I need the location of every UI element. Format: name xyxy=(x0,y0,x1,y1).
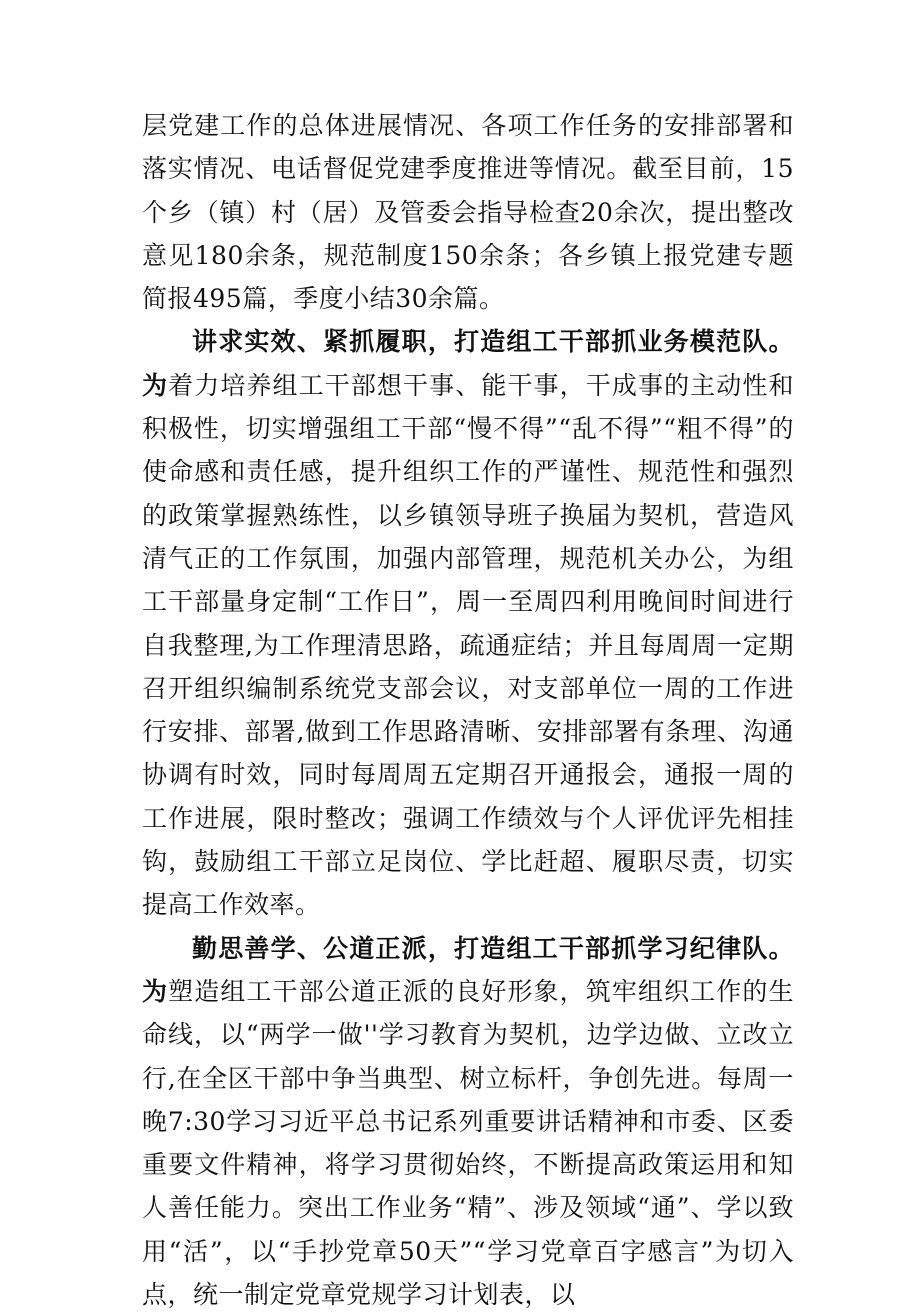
paragraph-study-team xyxy=(142,927,794,1316)
paragraph-business-team xyxy=(142,320,794,926)
paragraph-heading: 勤思善学、公道正派，打造组工干部抓学习纪律队。为 xyxy=(142,933,794,1006)
paragraph-continuation xyxy=(142,104,794,320)
paragraph-text: 着力培养组工干部想干事、能干事，干成事的主动性和积极性，切实增强组工干部“慢不得”“乱不得”“粗不得”的使命感和责任感，提升组织工作的严谨性、规范性和强烈的政策掌握熟练性，以乡镇领导班子换届为契机，营造风清气正的工作氛围，加强内部管理，规范机关办公，为组工干部量身定制“工作日”，周一至周四利用晚间时间进行自我整理,为工作理清思路，疏通症结；并且每周周一定期召开组织编制系统党支部会议，对支部单位一周的工作进行安排、部署,做到工作思路清晰、安排部署有条理、沟通协调有时效，同时每周周五定期召开通报会，通报一周的工作进展，限时整改；强调工作绩效与个人评优评先相挂钩，鼓励组工干部立足岗位、学比赶超、履职尽责，切实提高工作效率。 xyxy=(142,370,794,920)
document-page xyxy=(142,104,794,1316)
paragraph-text: 层党建工作的总体进展情况、各项工作任务的安排部署和落实情况、电话督促党建季度推进等情况。截至目前，15个乡（镇）村（居）及管委会指导检查20余次，提出整改意见180余条，规范制度150余条；各乡镇上报党建专题简报495篇，季度小结30余篇。 xyxy=(142,111,794,314)
paragraph-text: 塑造组工干部公道正派的良好形象，筑牢组织工作的生命线，以“两学一做''学习教育为契机，边学边做、立改立行,在全区干部中争当典型、树立标杆，争创先进。每周一晚7:30学习习近平总书记系列重要讲话精神和市委、区委重要文件精神，将学习贯彻始终，不断提高政策运用和知人善任能力。突出工作业务“精”、涉及领域“通”、学以致用“活”，以“手抄党章50天”“学习党章百字感言”为切入点，统一制定党章党规学习计划表，以 xyxy=(142,976,794,1310)
paragraph-heading: 讲求实效、紧抓履职，打造组工干部抓业务模范队。为 xyxy=(142,327,794,400)
